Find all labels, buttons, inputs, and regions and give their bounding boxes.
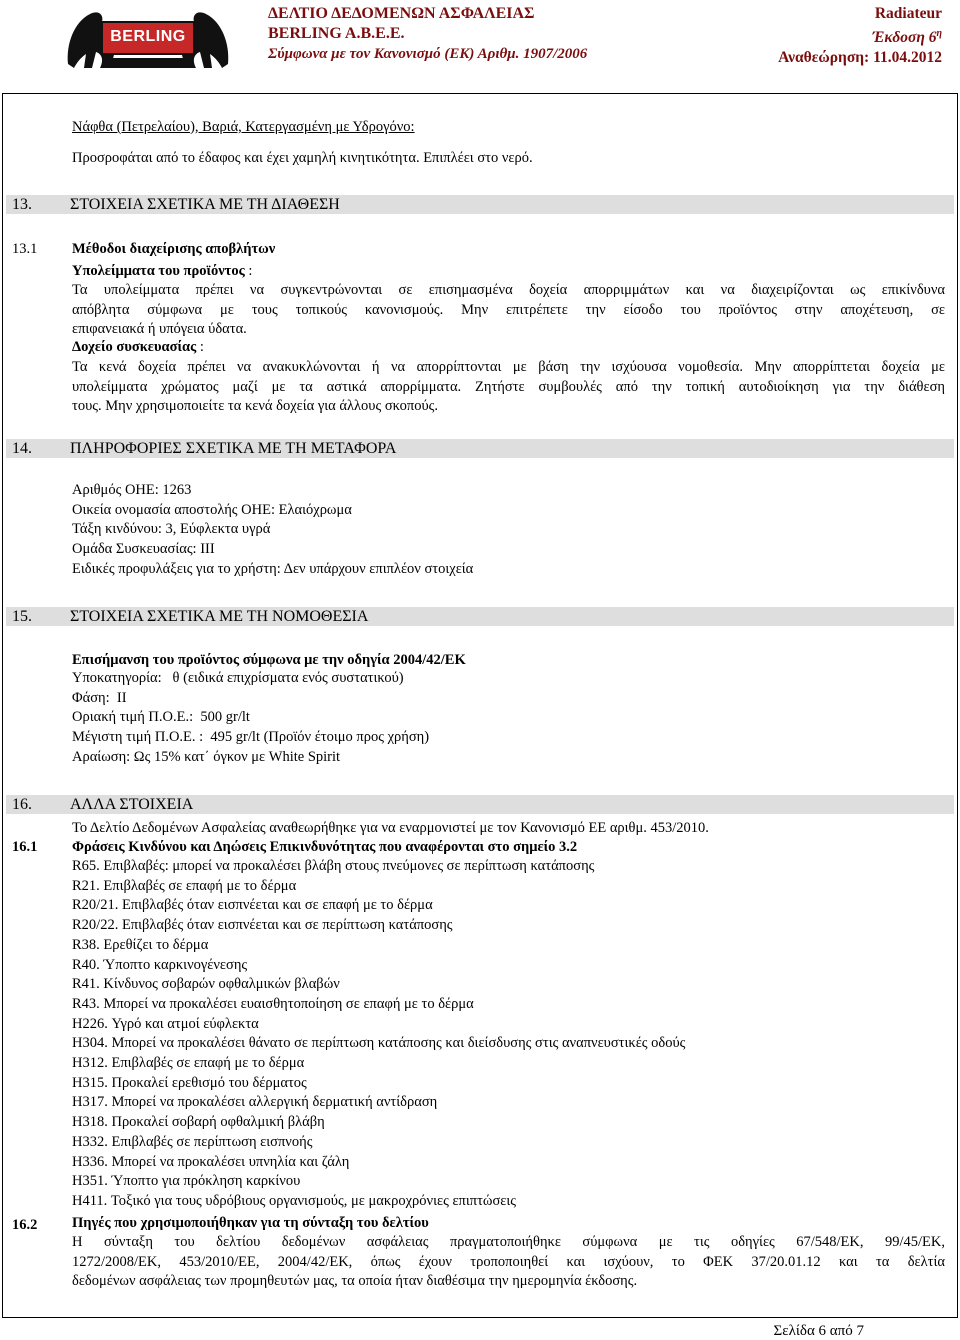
packaging-colon: : xyxy=(196,339,204,355)
section-number: 13. xyxy=(12,196,32,213)
list-item: Αραίωση: Ως 15% κατ΄ όγκον με White Spirit xyxy=(72,748,341,765)
page-number: Σελίδα 6 από 7 xyxy=(773,1323,864,1339)
company-name: BERLING A.B.E.E. xyxy=(268,25,405,42)
revision-note: Το Δελτίο Δεδομένων Ασφαλείας αναθεωρήθηκε για να εναρμονιστεί με τον Κανονισμό ΕΕ αριθμ. 453/2010. xyxy=(72,820,709,836)
sources-paragraph xyxy=(72,1233,945,1292)
section-title: ΠΛΗΡΟΦΟΡΙΕΣ ΣΧΕΤΙΚΑ ΜΕ ΤΗ ΜΕΤΑΦΟΡΑ xyxy=(70,440,397,457)
list-item: Υποκατηγορία: θ (ειδικά επιχρίσματα ενός συστατικού) xyxy=(72,670,404,686)
paragraph-line: απόβλητα σύμφωνα με τους τοπικούς κανονισμούς. Μην επιτρέπετε την είσοδο του προϊόντος στην αποχέτευση, σε xyxy=(72,301,945,318)
list-item: R41. Κίνδυνος σοβαρών οφθαλμικών βλαβών xyxy=(72,976,340,993)
document-title: ΔΕΛΤΙΟ ΔΕΔΟΜΕΝΩΝ ΑΣΦΑΛΕΙΑΣ xyxy=(268,5,535,22)
residues-label: Υπολείμματα του προϊόντος xyxy=(72,263,245,279)
section-title: ΣΤΟΙΧΕΙΑ ΣΧΕΤΙΚΑ ΜΕ ΤΗ ΝΟΜΟΘΕΣΙΑ xyxy=(70,608,369,625)
residues-colon: : xyxy=(244,263,253,279)
list-item: Τάξη κινδύνου: 3, Εύφλεκτα υγρά xyxy=(72,521,271,538)
paragraph-line: τους. Μην χρησιμοποιείτε τα κενά δοχεία για άλλους σκοπούς. xyxy=(72,398,439,414)
edition-text: Έκδοση 6 xyxy=(872,29,937,47)
list-item: H315. Προκαλεί ερεθισμό του δέρματος xyxy=(72,1074,307,1091)
voc-info-list xyxy=(72,669,429,768)
paragraph-line: 1272/2008/ΕΚ, 453/2010/ΕΕ, 2004/42/ΕΚ, όπως έχουν τροποποιηθεί και ισχύουν, το ΦΕΚ 37/20.01.12 και τα δελτία xyxy=(72,1253,945,1270)
list-item: H304. Μπορεί να προκαλέσει θάνατο σε περίπτωση κατάποσης και διείσδυσης στις αναπνευστικές οδούς xyxy=(72,1035,686,1052)
list-item: H332. Επιβλαβές σε περίπτωση εισπνοής xyxy=(72,1133,313,1150)
list-item: R40. Ύποπτο καρκινογένεσης xyxy=(72,956,248,973)
berling-logo xyxy=(62,4,234,76)
subsection-number: 16.2 xyxy=(12,1217,38,1233)
residues-label-line xyxy=(72,262,252,280)
list-item: H312. Επιβλαβές σε επαφή με το δέρμα xyxy=(72,1055,305,1072)
list-item: H336. Μπορεί να προκαλέσει υπνηλία και ζάλη xyxy=(72,1153,350,1170)
list-item: R65. Επιβλαβές: μπορεί να προκαλέσει βλάβη στους πνεύμονες σε περίπτωση κατάποσης xyxy=(72,858,595,874)
revision-date: Αναθεώρηση: 11.04.2012 xyxy=(778,49,942,67)
list-item: H317. Μπορεί να προκαλέσει αλλεργική δερματική αντίδραση xyxy=(72,1094,438,1111)
paragraph-line: Τα υπολείμματα πρέπει να συγκεντρώνονται σε επισημασμένα δοχεία απορριμμάτων και να διαχειρίζονται ως επικίνδυνα xyxy=(72,282,945,298)
edition-superscript: η xyxy=(936,28,942,39)
paragraph-line: υπολείμματα χρώματος μαζί με τα αστικά απορρίμματα. Ζητήστε συμβουλές από την τοπική αυτοδιοίκηση για την διάθεση xyxy=(72,378,945,395)
labelling-heading: Επισήμανση του προϊόντος σύμφωνα με την οδηγία 2004/42/ΕΚ xyxy=(72,652,466,668)
logo-text: BERLING xyxy=(110,28,186,45)
list-item: H411. Τοξικό για τους υδρόβιους οργανισμούς, με μακροχρόνιες επιπτώσεις xyxy=(72,1192,516,1209)
hazard-phrases-list xyxy=(72,857,685,1212)
list-item: Οριακή τιμή Π.Ο.Ε.: 500 gr/lt xyxy=(72,709,250,726)
packaging-label-line xyxy=(72,338,204,356)
naphtha-text: Προσροφάται από το έδαφος και έχει χαμηλή κινητικότητα. Επιπλέει στο νερό. xyxy=(72,150,533,166)
list-item: R43. Μπορεί να προκαλέσει ευαισθητοποίηση σε επαφή με το δέρμα xyxy=(72,995,474,1012)
list-item: R20/21. Επιβλαβές όταν εισπνέεται και σε επαφή με το δέρμα xyxy=(72,897,433,914)
section-title: ΣΤΟΙΧΕΙΑ ΣΧΕΤΙΚΑ ΜΕ ΤΗ ΔΙΑΘΕΣΗ xyxy=(70,196,340,213)
edition xyxy=(778,24,942,48)
list-item: R20/22. Επιβλαβές όταν εισπνέεται και σε περίπτωση κατάποσης xyxy=(72,917,453,934)
section-number: 16. xyxy=(12,796,32,813)
section-title: ΑΛΛΑ ΣΤΟΙΧΕΙΑ xyxy=(70,796,194,813)
list-item: H226. Υγρό και ατμοί εύφλεκτα xyxy=(72,1015,259,1032)
header-center xyxy=(268,4,587,64)
paragraph-line: επιφανειακά ή υπόγεια ύδατα. xyxy=(72,321,247,337)
paragraph-line: Τα κενά δοχεία πρέπει να ανακυκλώνονται ή να απορρίπτονται με βάση την ισχύουσα νομοθεσία. Μην απορρίπτεται δοχεία με xyxy=(72,359,945,375)
list-item: Μέγιστη τιμή Π.Ο.Ε. : 495 gr/lt (Προϊόν έτοιμο προς χρήση) xyxy=(72,729,430,746)
paragraph-line: δεδομένων ασφάλειας των προμηθευτών μας, τα οποία ήταν διαθέσιμα την ημερομηνία έκδοσης. xyxy=(72,1273,638,1289)
product-name: Radiateur xyxy=(874,5,942,22)
subsection-number: 16.1 xyxy=(12,839,38,855)
list-item: H351. Ύποπτο για πρόκληση καρκίνου xyxy=(72,1173,301,1190)
subsection-title: Πηγές που χρησιμοποιήθηκαν για τη σύνταξη του δελτίου xyxy=(72,1215,429,1231)
list-item: Φάση: ΙΙ xyxy=(72,689,127,706)
subsection-title: Φράσεις Κινδύνου και Δηώσεις Επικινδυνότητας που αναφέρονται στο σημείο 3.2 xyxy=(72,839,578,855)
regulation-text: Σύμφωνα με τον Κανονισμό (ΕΚ) Αριθμ. 1907/2006 xyxy=(268,46,588,62)
subsection-title: Μέθοδοι διαχείρισης αποβλήτων xyxy=(72,241,276,257)
transport-info-list xyxy=(72,481,473,580)
paragraph-line: Η σύνταξη του δελτίου δεδομένων ασφάλειας πραγματοποιήθηκε σύμφωνα με τις οδηγίες 67/548/ΕΚ, 99/45/ΕΚ, xyxy=(72,1234,945,1250)
naphtha-heading: Νάφθα (Πετρελαίου), Βαριά, Κατεργασμένη με Υδρογόνο: xyxy=(72,119,415,135)
section-number: 14. xyxy=(12,440,32,457)
packaging-paragraph xyxy=(72,358,945,417)
residues-paragraph xyxy=(72,281,945,340)
list-item: Ειδικές προφυλάξεις για το χρήστη: Δεν υπάρχουν επιπλέον στοιχεία xyxy=(72,560,474,577)
section-number: 15. xyxy=(12,608,32,625)
packaging-label: Δοχείο συσκευασίας xyxy=(72,339,197,355)
list-item: Αριθμός ΟΗΕ: 1263 xyxy=(72,482,192,498)
subsection-number: 13.1 xyxy=(12,241,38,257)
list-item: R21. Επιβλαβές σε επαφή με το δέρμα xyxy=(72,877,297,894)
header-right xyxy=(778,4,942,68)
list-item: H318. Προκαλεί σοβαρή οφθαλμική βλάβη xyxy=(72,1114,325,1131)
list-item: Οικεία ονομασία αποστολής ΟΗΕ: Ελαιόχρωμα xyxy=(72,501,352,518)
list-item: R38. Ερεθίζει το δέρμα xyxy=(72,936,209,953)
list-item: Ομάδα Συσκευασίας: ΙΙΙ xyxy=(72,541,215,558)
